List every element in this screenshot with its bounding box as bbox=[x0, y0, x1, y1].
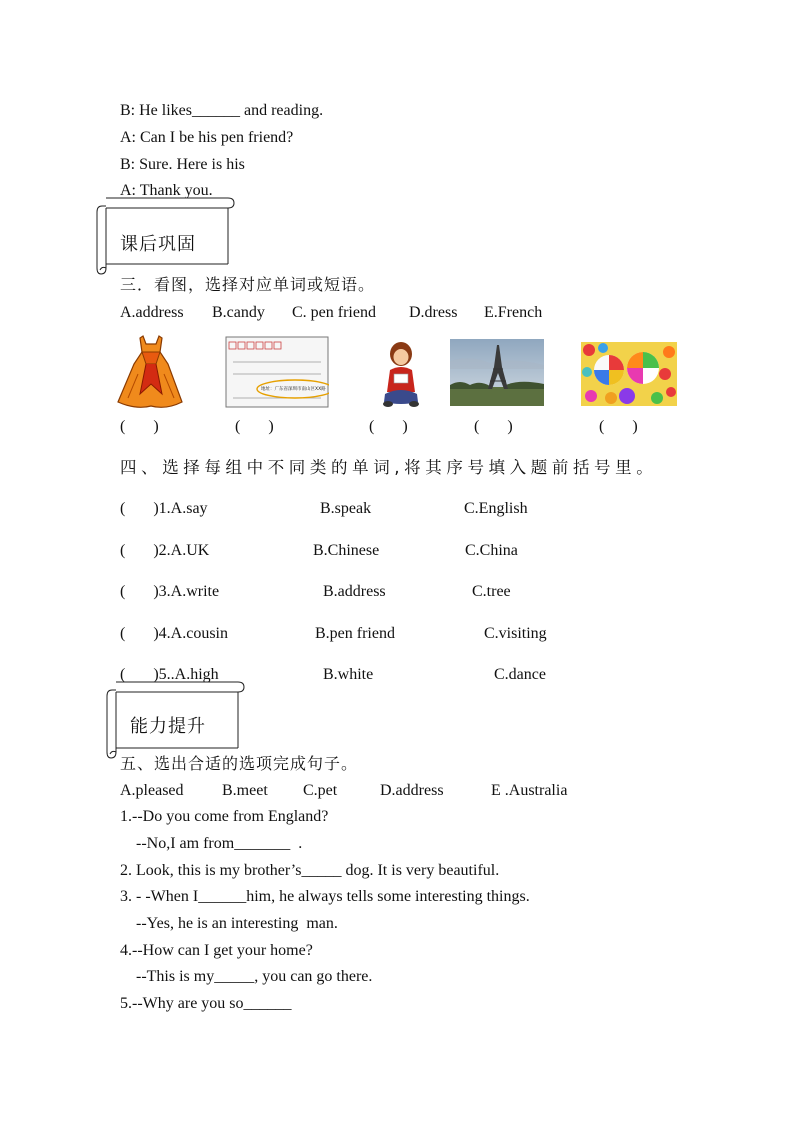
section3-option-c: C. pen friend bbox=[292, 304, 376, 321]
section-title-ability: 能力提升 bbox=[130, 716, 206, 737]
section3-option-b: B.candy bbox=[212, 304, 265, 321]
section4-q3: ( )3.A.write bbox=[120, 583, 220, 600]
answer-paren-1[interactable]: ( ) bbox=[120, 418, 159, 435]
section5-title: 五、选出合适的选项完成句子。 bbox=[120, 754, 359, 773]
answer-paren-4[interactable]: ( ) bbox=[474, 418, 513, 435]
section5-option-a: A.pleased bbox=[120, 782, 184, 799]
section5-line-2: --No,I am from_______ . bbox=[120, 835, 303, 852]
person-icon bbox=[382, 340, 420, 410]
section4-q1-c: C.English bbox=[464, 500, 528, 517]
candy-icon bbox=[581, 342, 677, 406]
envelope-icon bbox=[225, 336, 329, 408]
section4-q1: ( )1.A.say bbox=[120, 500, 208, 517]
envelope-address-text: 地址：广东省深圳市南山区XX路 bbox=[261, 387, 326, 392]
section4-q5-b: B.white bbox=[323, 666, 374, 683]
section-scroll-ability bbox=[106, 680, 246, 760]
dress-picture bbox=[116, 334, 186, 410]
section3-option-d: D.dress bbox=[409, 304, 458, 321]
section5-line-7: --This is my_____, you can go there. bbox=[120, 968, 373, 985]
section5-option-c: C.pet bbox=[303, 782, 338, 799]
section4-q4-b: B.pen friend bbox=[315, 625, 395, 642]
section3-title: 三．看图，选择对应单词或短语。 bbox=[120, 275, 376, 294]
section4-q4: ( )4.A.cousin bbox=[120, 625, 228, 642]
eiffel-tower-picture bbox=[450, 339, 544, 406]
section4-q5: ( )5..A.high bbox=[120, 666, 219, 683]
pen-friend-picture bbox=[382, 340, 420, 410]
section5-line-3: 2. Look, this is my brother’s_____ dog. It is very beautiful. bbox=[120, 862, 500, 879]
section4-q4-c: C.visiting bbox=[484, 625, 547, 642]
section4-q3-b: B.address bbox=[323, 583, 386, 600]
section5-line-5: --Yes, he is an interesting man. bbox=[120, 915, 338, 932]
section4-q2: ( )2.A.UK bbox=[120, 542, 210, 559]
section5-line-6: 4.--How can I get your home? bbox=[120, 942, 313, 959]
section4-q3-c: C.tree bbox=[472, 583, 511, 600]
section4-title: 四、选择每组中不同类的单词,将其序号填入题前括号里。 bbox=[120, 458, 658, 477]
section-title-after-class: 课后巩固 bbox=[120, 234, 196, 255]
section5-line-4: 3. - -When I______him, he always tells some interesting things. bbox=[120, 888, 530, 905]
section3-option-e: E.French bbox=[484, 304, 543, 321]
section3-option-a: A.address bbox=[120, 304, 184, 321]
dress-icon bbox=[116, 334, 186, 410]
section5-option-d: D.address bbox=[380, 782, 444, 799]
section4-q5-c: C.dance bbox=[494, 666, 546, 683]
section5-option-e: E .Australia bbox=[491, 782, 568, 799]
candy-picture bbox=[581, 342, 677, 406]
section4-q2-c: C.China bbox=[465, 542, 518, 559]
section5-option-b: B.meet bbox=[222, 782, 268, 799]
answer-paren-2[interactable]: ( ) bbox=[235, 418, 274, 435]
answer-paren-3[interactable]: ( ) bbox=[369, 418, 408, 435]
dialogue-line-3: B: Sure. Here is his bbox=[120, 156, 245, 173]
eiffel-tower-icon bbox=[450, 339, 544, 406]
section5-line-1: 1.--Do you come from England? bbox=[120, 808, 329, 825]
answer-paren-5[interactable]: ( ) bbox=[599, 418, 638, 435]
section-scroll-after-class bbox=[96, 196, 236, 276]
dialogue-line-1: B: He likes______ and reading. bbox=[120, 102, 324, 119]
section4-q2-b: B.Chinese bbox=[313, 542, 380, 559]
dialogue-line-4: A: Thank you. bbox=[120, 182, 213, 199]
section4-q1-b: B.speak bbox=[320, 500, 372, 517]
envelope-picture bbox=[225, 336, 329, 408]
section5-line-8: 5.--Why are you so______ bbox=[120, 995, 292, 1012]
dialogue-line-2: A: Can I be his pen friend? bbox=[120, 129, 294, 146]
